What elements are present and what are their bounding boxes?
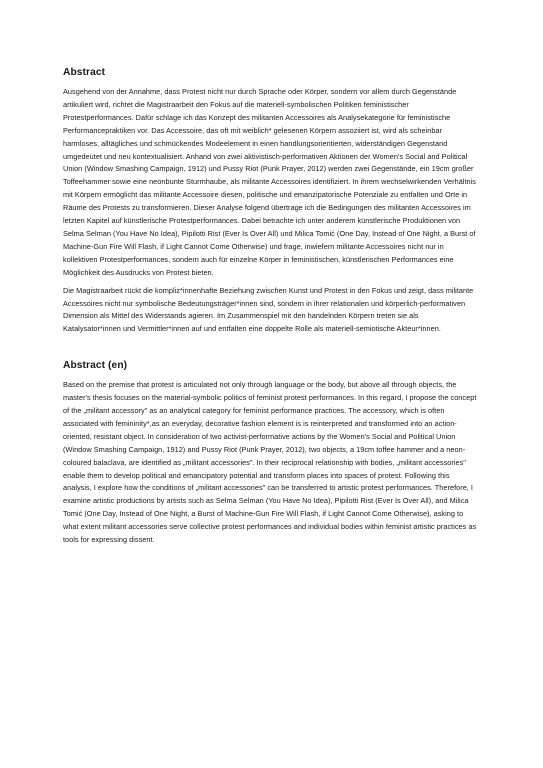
abstract-en-paragraph-1: Based on the premise that protest is articulated not only through language or the body, but above all through objects, the master's thesis focuses on the material-symbolic politics of feminist protest performances. In this regard, I propose the concept of the „militant accessory" as an analytical category for feminist performance practices. The accessory, which is often associated with femininity*,as an everyday, decorative fashion element is is reinterpreted and transformed into an action-oriented, resistant object. In consideration of two activist-performative actions by the Women's Social and Political Union (Window Smashing Campaign, 1912) and Pussy Riot (Punk Prayer, 2012), two objects, a 19cm toffee hammer and a neon-coloured balaclava, are identified as „militant accessories". In their reciprocal relationship with bodies, „militant accessories" enable them to develop political and emancipatory potential and transform places into spaces of protest. Following this analysis, I explore how the conditions of „militant accessories" can be transferred to artistic protest performances. Therefore, I examine artistic productions by artists such as Selma Selman (You Have No Idea), Pipilotti Rist (Ever Is Over All), and Milica Tomić (One Day, Instead of One Night, a Burst of Machine-Gun Fire Will Flash, if Light Cannot Come Otherwise), asking to what extent militant accessories serve collective protest performances and individual bodies within feminist artistic practices as tools for expressing dissent. xyxy=(63,380,477,545)
abstract-de-heading: Abstract xyxy=(63,67,106,78)
abstract-de-paragraph-2: Die Magistraarbeit rückt die kompliz*innenhafte Beziehung zwischen Kunst und Protest in den Fokus und zeigt, dass militante Accessoires nicht nur symbolische Bedeutungsträger*innen sind, sondern in ihrer relationalen und körperlich-performativen Dimension als Mittel des Widerstands agieren. Im Zusammenspiel mit den handelnden Körpern treten sie als Katalysator*innen und Vermittler*innen auf und entfalten eine doppelte Rolle als materiell-semiotische Akteur*innen. xyxy=(63,285,474,334)
section-spacer xyxy=(63,336,478,359)
document-page xyxy=(63,66,478,547)
abstract-en-heading: Abstract (en) xyxy=(63,360,128,372)
abstract-de-paragraph-1: Ausgehend von der Annahme, dass Protest nicht nur durch Sprache oder Körper, sondern vor allem durch Gegenstände artikuliert wird, richtet die Magistraarbeit den Fokus auf die materiell-symbolischen Politiken feministischer Protestperformances. Dafür schlage ich das Konzept des militanten Accessoires als Analysekategorie für feministische Performancepraktiken vor. Das Accessoire, das oft mit weiblich* gelesenen Körpern assoziiert ist, wird als scheinbar harmloses, alltägliches und schmückendes Modeelement in einen handlungsorientierten, widerständigen Gegenstand umgedeutet und neu kontextualisiert. Anhand von zwei aktivistisch-performativen Aktionen der Women's Social and Political Union (Window Smashing Campaign, 1912) und Pussy Riot (Punk Prayer, 2012) werden zwei Gegenstände, ein 19cm großer Toffeehammer sowie eine neonbunte Sturmhaube, als militante Accessoires identifiziert. In ihrem wechselwirkenden Verhältnis mit Körpern ermöglicht das militante Accessoire diesen, politische und emanzipatorische Potenziale zu entfalten und Orte in Räume des Protests zu transformieren. Dieser Analyse folgend übertrage ich die Bedingungen des militanten Accessoires im letzten Kapitel auf künstlerische Protestperformances. Dabei betrachte ich unter anderem künstlerische Produktionen von Selma Selman (You Have No Idea), Pipilotti Rist (Ever Is Over All) und Milica Tomić (One Day, Instead of One Night, a Burst of Machine-Gun Fire Will Flash, if Light Cannot Come Otherwise) und frage, inwiefern militante Accessoires nicht nur in kollektiven Protestperformances, sondern auch für einzelne Körper in feministischen, künstlerischen Performances eine Möglichkeit des Ausdrucks von Protest bieten. xyxy=(63,87,476,277)
